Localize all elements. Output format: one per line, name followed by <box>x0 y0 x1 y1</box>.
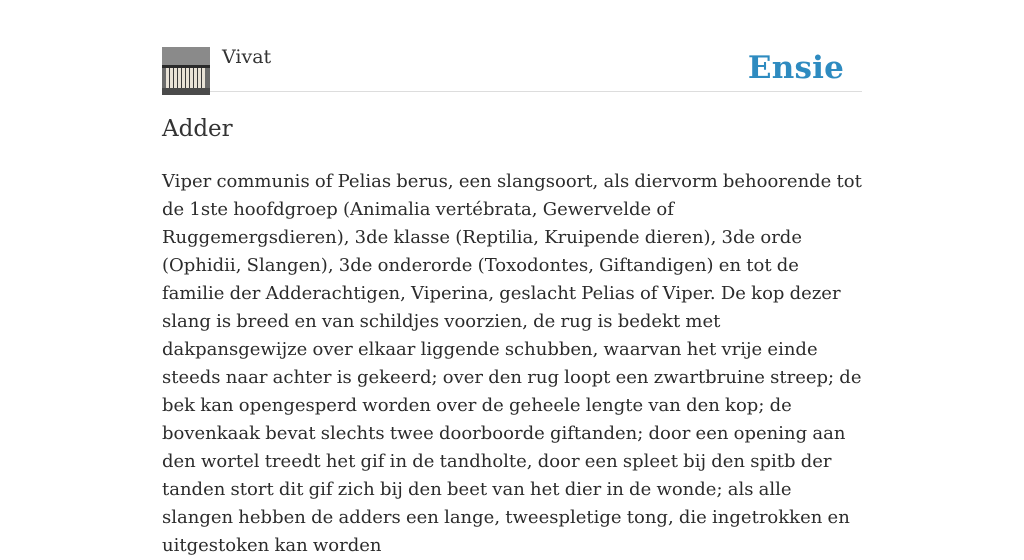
article-body: Viper communis of Pelias berus, een slangsoort, als diervorm behoorende tot de 1ste hoofdgroep (Animalia vertébrata, Gewervelde of Ruggemergsdieren), 3de klasse (Reptilia, Kruipende dieren), 3de orde (Ophidii, Slangen), 3de onderorde (Toxodontes, Giftandigen) en tot de familie der Adderachtigen, Viperina, geslacht Pelias of Viper. De kop dezer slang is breed en van schildjes voorzien, de rug is bedekt met dakpansgewijze over elkaar liggende schubben, waarvan het vrije einde steeds naar achter is gekeerd; over den rug loopt een zwartbruine streep; de bek kan opengesperd worden over de geheele lengte van den kop; de bovenkaak bevat slechts twee doorboorde giftanden; door een opening aan den wortel treedt het gif in de tandholte, door een spleet bij den spitb der tanden stort dit gif zich bij den beet van het dier in de wonde; als alle slangen hebben de adders een lange, tweespletige tong, die ingetrokken en uitgestoken kan worden <box>162 171 862 556</box>
author-name[interactable]: Vivat <box>222 46 272 68</box>
brand-logo-link[interactable]: Ensie <box>747 50 844 86</box>
books-avatar-icon <box>162 47 210 95</box>
author-avatar[interactable] <box>162 47 210 95</box>
page-container <box>162 0 862 556</box>
page-header <box>162 0 862 92</box>
article-title: Adder <box>162 116 233 142</box>
